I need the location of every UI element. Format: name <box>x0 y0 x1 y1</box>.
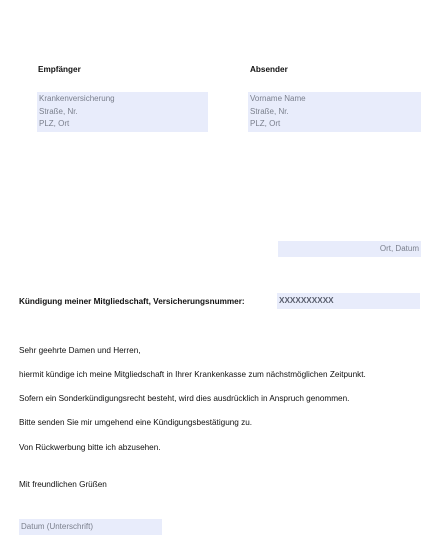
place-date-field[interactable]: Ort, Datum <box>278 241 421 257</box>
recipient-line-street: Straße, Nr. <box>39 106 78 116</box>
salutation: Sehr geehrte Damen und Herren, <box>19 346 141 355</box>
sender-line-city: PLZ, Ort <box>250 119 281 128</box>
signature-field[interactable]: Datum (Unterschrift) <box>19 519 162 535</box>
recipient-line-city: PLZ, Ort <box>39 119 70 128</box>
body-paragraph-3: Bitte senden Sie mir umgehend eine Kündigungsbestätigung zu. <box>19 418 253 427</box>
body-paragraph-4: Von Rückwerbung bitte ich abzusehen. <box>19 443 161 452</box>
sender-heading: Absender <box>250 65 288 74</box>
subject-line: Kündigung meiner Mitgliedschaft, Versicherungsnummer: <box>19 297 245 306</box>
body-paragraph-2: Sofern ein Sonderkündigungsrecht besteht, wird dies ausdrücklich in Anspruch genommen. <box>19 394 350 403</box>
policy-number-field[interactable]: XXXXXXXXXX <box>277 293 420 309</box>
closing: Mit freundlichen Grüßen <box>19 480 107 489</box>
sender-line-street: Straße, Nr. <box>250 106 289 116</box>
sender-line-name: Vorname Name <box>250 94 306 103</box>
recipient-line-insurer: Krankenversicherung <box>39 94 115 103</box>
recipient-address-field[interactable] <box>37 92 208 132</box>
sender-address-field[interactable] <box>248 92 421 132</box>
recipient-heading: Empfänger <box>38 65 81 74</box>
body-paragraph-1: hiermit kündige ich meine Mitgliedschaft in Ihrer Krankenkasse zum nächstmöglichen Zeitpunkt. <box>19 370 366 379</box>
